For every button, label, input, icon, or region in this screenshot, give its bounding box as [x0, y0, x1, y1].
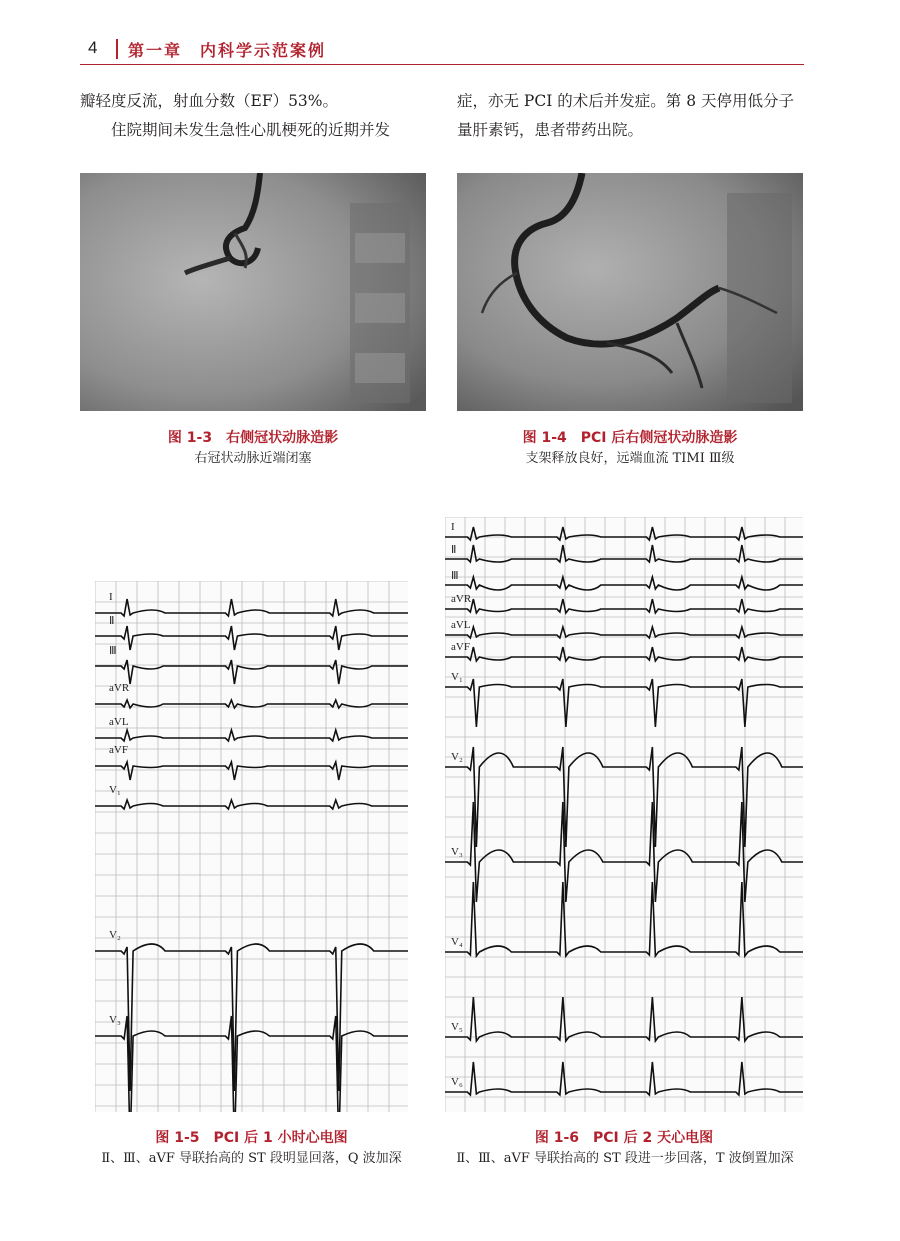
ecg-lead-label: aVR — [451, 593, 472, 605]
header-rule — [80, 64, 804, 65]
figure-subtitle: Ⅱ、Ⅲ、aVF 导联抬高的 ST 段进一步回落，T 波倒置加深 — [456, 1151, 794, 1166]
ecg-lead-label: aVR — [109, 682, 130, 694]
chapter-title: 第一章 内科学示范案例 — [128, 41, 327, 60]
figure-title: 图 1-3 右侧冠状动脉造影 — [167, 430, 339, 446]
ecg-tracing-fig5 — [95, 581, 408, 1112]
paragraph-line: 症，亦无 PCI 的术后并发症。第 8 天停用低分子 — [457, 92, 794, 110]
figure-subtitle: 支架释放良好，远端血流 TIMI Ⅲ级 — [525, 451, 735, 466]
ecg-lead-label: aVL — [451, 619, 471, 631]
page-number: 4 — [88, 38, 98, 57]
right-text-column — [457, 87, 807, 145]
ecg-lead-label: V₅ — [451, 1021, 463, 1033]
figure-subtitle: 右冠状动脉近端闭塞 — [194, 451, 312, 466]
page-header — [80, 34, 804, 64]
angiogram-image-fig4 — [457, 173, 803, 411]
paragraph-line: 量肝素钙，患者带药出院。 — [457, 121, 644, 139]
left-text-column — [80, 87, 432, 145]
header-divider — [116, 39, 118, 59]
ecg-lead-label: V₄ — [451, 936, 463, 948]
ecg-lead-label: V₂ — [109, 929, 121, 941]
ecg-lead-label: aVL — [109, 716, 129, 728]
paragraph-line: 瓣轻度反流，射血分数（EF）53%。 — [80, 92, 339, 110]
figure-title: 图 1-5 PCI 后 1 小时心电图 — [155, 1130, 348, 1146]
ecg-lead-label: I — [451, 521, 455, 533]
ecg-lead-label: Ⅱ — [109, 615, 115, 627]
figure-subtitle: Ⅱ、Ⅲ、aVF 导联抬高的 ST 段明显回落，Q 波加深 — [101, 1151, 402, 1166]
ecg-lead-label: Ⅲ — [451, 570, 459, 582]
figure-title: 图 1-4 PCI 后右侧冠状动脉造影 — [522, 430, 738, 446]
angiogram-image-fig3 — [80, 173, 426, 411]
ecg-lead-label: Ⅱ — [451, 544, 457, 556]
ecg-lead-label: aVF — [451, 641, 470, 653]
figure-title: 图 1-6 PCI 后 2 天心电图 — [534, 1130, 714, 1146]
ecg-tracing-fig6 — [445, 517, 803, 1112]
ecg-lead-label: V₆ — [451, 1076, 463, 1088]
ecg-lead-label: I — [109, 591, 113, 603]
ecg-lead-label: V₁ — [109, 784, 121, 796]
ecg-lead-label: V₃ — [451, 846, 463, 858]
ecg-lead-label: V₁ — [451, 671, 463, 683]
ecg-lead-label: Ⅲ — [109, 645, 117, 657]
ecg-lead-label: aVF — [109, 744, 128, 756]
ecg-lead-label: V₃ — [109, 1014, 121, 1026]
paragraph-line: 住院期间未发生急性心肌梗死的近期并发 — [111, 121, 391, 139]
ecg-lead-label: V₂ — [451, 751, 463, 763]
